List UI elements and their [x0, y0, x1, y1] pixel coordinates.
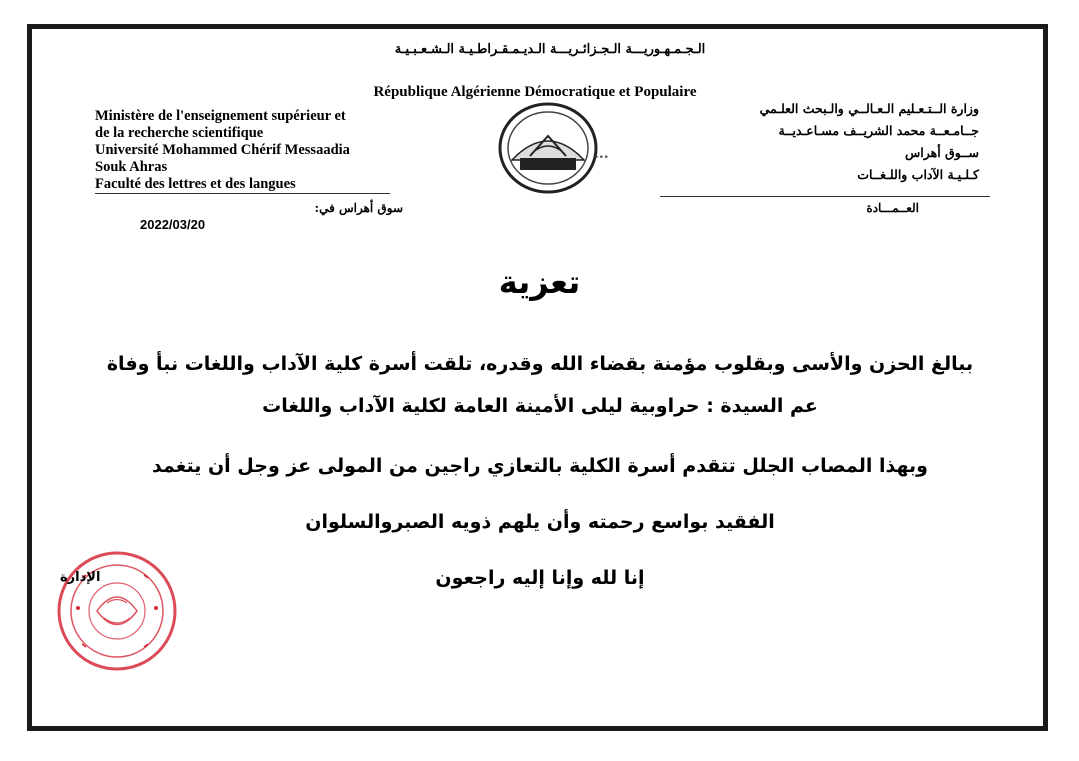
french-ministry-line-1: Ministère de l'enseignement supérieur et	[95, 108, 346, 124]
french-faculty-line: Faculté des lettres et des langues	[95, 176, 296, 192]
body-paragraph-line-4: الفقيد بواسع رحمته وأن يلهم ذويه الصبروالسلوان	[305, 511, 775, 533]
arabic-ministry-line: وزارة الــتـعـليم الـعـالــي والـبحث العلـمي	[759, 101, 979, 116]
french-university-line: Université Mohammed Chérif Messaadia	[95, 142, 350, 158]
official-stamp-icon	[52, 548, 182, 673]
document-title: تعزية	[498, 263, 581, 301]
french-city-line: Souk Ahras	[95, 159, 168, 175]
french-divider	[95, 193, 390, 194]
closing-verse: إنا لله وإنا إليه راجعون	[435, 567, 645, 589]
french-republic-title: République Algérienne Démocratique et Populaire	[373, 84, 697, 100]
french-institution-block	[95, 108, 475, 193]
arabic-institution-block	[639, 98, 979, 186]
arabic-faculty-line: كـلـيـة الآداب واللـغــات	[857, 167, 979, 182]
arabic-university-line: جــامـعــة محمد الشريــف مسـاعـديــة	[778, 123, 979, 138]
french-ministry-line-2: de la recherche scientifique	[95, 125, 264, 141]
arabic-divider	[660, 196, 990, 197]
administration-label: الإدارة	[60, 570, 101, 585]
body-paragraph-line-1: ببالغ الحزن والأسى وبقلوب مؤمنة بقضاء الله وقدره، تلقت أسرة كلية الآداب واللغات نبأ وفاة	[106, 353, 974, 375]
deanship-label: العــمـــادة	[866, 201, 919, 215]
university-emblem-icon	[490, 100, 614, 196]
body-paragraph-line-3: وبهذا المصاب الجلل تتقدم أسرة الكلية بالتعازي راجين من المولى عز وجل أن يتغمد	[152, 455, 928, 477]
document-date: 2022/03/20	[140, 217, 206, 232]
body-paragraph-line-2: عم السيدة : حراوبية ليلى الأمينة العامة لكلية الآداب واللغات	[262, 395, 818, 417]
city-date-label: سوق أهراس في:	[314, 201, 403, 215]
arabic-city-line: ســوق أهراس	[905, 145, 979, 160]
svg-text:...: ...	[594, 146, 609, 162]
arabic-republic-title: الـجـمـهـوريـــة الـجـزائـريـــة الـديـمـقـراطـيـة الـشـعـبـيـة	[394, 42, 706, 57]
